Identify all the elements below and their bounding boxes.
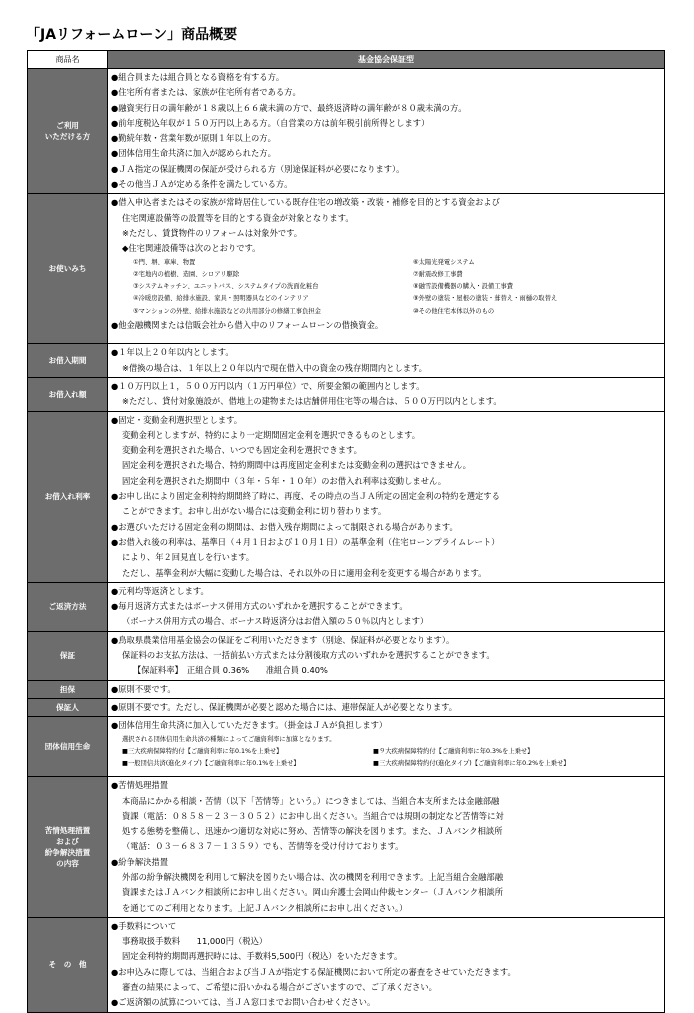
insurance-option: ■一般団信共済(進化タイプ)【ご融資利率に年0.1%を上乗せ】 — [122, 760, 300, 768]
text-line: ●融資実行日の満年齢が１８歳以上６６歳未満の方で、最終返済時の満年齢が８０歳未満の方。 — [111, 102, 467, 113]
text-line: ●住宅所有者または、家族が住宅所有者である方。 — [111, 87, 301, 98]
text-line: 外部の紛争解決機関を利用して解決を図りたい場合は、次の機関を利用できます。上記当組合金融部融 — [122, 871, 503, 882]
label-guarantee: 保証 — [28, 631, 108, 680]
text-line: 変動金利を選択された場合、いつでも固定金利を選択できます。 — [122, 445, 362, 456]
content-amount — [108, 377, 665, 411]
label-insurance: 団体信用生命 — [28, 717, 108, 777]
content-repayment — [108, 582, 665, 631]
content-term — [108, 344, 665, 378]
insurance-option: ■９大疾病保障特約付【ご融資利率に年0.3%を上乗せ】 — [373, 747, 534, 755]
text-line: 住宅関連設備等の設置等を目的とする資金が対象となります。 — [122, 212, 354, 223]
text-line: ●団体信用生命共済に加入が認められた方。 — [111, 148, 276, 159]
table-header-row — [28, 51, 665, 69]
text-line: 保証料のお支払方法は、一括前払い方式または分割後取方式のいずれかを選択することができます。 — [122, 650, 495, 661]
text-line: ●苦情処理措置 — [111, 780, 169, 791]
insurance-option: ■三大疾病保障特約付(進化タイプ)【ご融資利率に年0.2%を上乗せ】 — [373, 760, 570, 768]
text-line: ※ただし、賃貸物件のリフォームは対象外です。 — [122, 227, 303, 238]
header-product-name: 商品名 — [28, 51, 108, 69]
label-collateral: 担保 — [28, 680, 108, 698]
text-line: 固定金利特約期間再選択時には、手数料5,500円（税込）をいただきます。 — [122, 951, 403, 962]
text-line: ●１年以上２０年以内とします。 — [111, 347, 234, 358]
row-complaints — [28, 777, 665, 918]
text-line: 審査の結果によって、ご希望に沿いかねる場合がございますので、ご了承ください。 — [122, 982, 437, 993]
header-guarantee-type: 基金協会保証型 — [108, 51, 665, 69]
list-item: ②宅地内の植樹、造園、シロアリ駆除 — [133, 270, 240, 278]
list-item: ③システムキッチン、ユニットバス、システムタイプの洗面化粧台 — [133, 283, 319, 291]
text-line: ●団体信用生命共済に加入していただきます。（掛金はＪＡが負担します） — [111, 720, 388, 731]
text-line: ●毎月返済方式またはボーナス併用方式のいずれかを選択することができます。 — [111, 601, 408, 612]
page-title: 「JAリフォームローン」商品概要 — [26, 27, 238, 43]
list-item: ⑥太陽光発電システム — [413, 258, 475, 266]
text-line: ただし、基準金利が大幅に変動した場合は、それ以外の日に適用金利を変更する場合があります。 — [122, 567, 487, 578]
row-term — [28, 344, 665, 378]
content-other — [108, 917, 665, 1012]
row-insurance — [28, 717, 665, 777]
text-line: ●１０万円以上１，５００万円以内（１万円単位）で、所要金額の範囲内とします。 — [111, 380, 425, 391]
text-line: ●お借入れ後の利率は、基準日（４月１日および１０月１日）の基準金利（住宅ローンプライムレート） — [111, 536, 500, 547]
text-line: ◆住宅関連設備等は次のとおりです。 — [122, 243, 261, 254]
text-line: を通じてのご利用となります。上記ＪＡバンク相談所にお申し出ください。） — [122, 902, 408, 913]
content-guarantor — [108, 698, 665, 716]
row-guarantee — [28, 631, 665, 680]
content-usage — [108, 194, 665, 344]
text-line: ことができます。お申し出がない場合には変動金利に切り替わります。 — [122, 506, 387, 517]
text-line: ●元利均等返済とします。 — [111, 585, 209, 596]
usage-list-right — [403, 257, 661, 318]
content-insurance — [108, 717, 665, 777]
list-item: ⑦耐震改修工事費 — [413, 270, 463, 278]
label-rate: お借入れ利率 — [28, 411, 108, 582]
content-complaints — [108, 777, 665, 918]
row-rate — [28, 411, 665, 582]
text-line: ●お申込みに際しては、当組合および当ＪＡが指定する保証機関において所定の審査をさせていただきます。 — [111, 966, 516, 977]
text-line: ●勤続年数・営業年数が原則１年以上の方。 — [111, 133, 276, 144]
usage-list-left — [111, 257, 403, 318]
label-repayment: ご返済方法 — [28, 582, 108, 631]
row-amount — [28, 377, 665, 411]
text-line: （ボーナス併用方式の場合、ボーナス時返済分はお借入額の５０％以内とします） — [122, 616, 429, 627]
label-term: お借入期間 — [28, 344, 108, 378]
row-other — [28, 917, 665, 1012]
content-collateral — [108, 680, 665, 698]
label-complaints: 苦情処理措置 および 紛争解決措置 の内容 — [28, 777, 108, 918]
list-item: ①門、塀、車庫、物置 — [133, 258, 196, 266]
list-item: ⑩その他住宅本体以外のもの — [413, 307, 495, 315]
text-line: ※ただし、貸付対象施設が、借地上の建物または店舗併用住宅等の場合は、５００万円以内とします。 — [122, 396, 502, 407]
insurance-option: ■三大疾病保障特約付【ご融資利率に年0.1%を上乗せ】 — [122, 747, 283, 755]
text-line: ●前年度税込年収が１５０万円以上ある方。（自営業の方は前年税引前所得とします） — [111, 117, 430, 128]
row-usage — [28, 194, 665, 344]
row-eligibility — [28, 69, 665, 194]
list-item: ④冷暖房設備、給排水施設、家具・照明器具などのインテリア — [133, 295, 309, 303]
row-repayment — [28, 582, 665, 631]
text-line: ●ご返済額の試算については、当ＪＡ窓口までお問い合わせください。 — [111, 997, 376, 1008]
text-line: ●原則不要です。 — [111, 683, 176, 694]
list-item: ⑤マンションの外壁、給排水施設などの共用部分の修繕工事負担金 — [133, 307, 321, 315]
text-line: 資課（電話：０８５８－２３－３０５２）にお申し出ください。当組合では規則の制定など苦情等に対 — [122, 810, 504, 821]
content-rate — [108, 411, 665, 582]
text-line: （電話：０３－６８３７－１３５９）でも、苦情等を受け付けております。 — [122, 841, 404, 852]
label-eligibility: ご利用 いただける方 — [28, 69, 108, 194]
text-line: ●借入申込者またはその家族が常時居住している既存住宅の増改築・改装・補修を目的とする資金および — [111, 197, 500, 208]
product-summary-table — [27, 50, 665, 1013]
text-line: ※借換の場合は、１年以上２０年以内で現在借入中の資金の残存期間内とします。 — [122, 362, 427, 373]
text-line: ●ＪＡ指定の保証機関の保証が受けられる方（別途保証料が必要になります）。 — [111, 163, 405, 174]
insurance-options — [111, 746, 661, 771]
list-item: ⑧融雪設備機器の購入・設備工事費 — [413, 283, 514, 291]
content-guarantee — [108, 631, 665, 680]
list-item: ⑨外壁の塗装・屋根の塗装・葺替え・雨樋の取替え — [413, 295, 558, 303]
row-guarantor — [28, 698, 665, 716]
guarantee-rate-line: 【保証料率】 正組合員 0.36% 准組合員 0.40% — [133, 665, 328, 676]
text-line: ●お選びいただける固定金利の期間は、お借入残存期間によって制限される場合があります。 — [111, 521, 458, 532]
label-guarantor: 保証人 — [28, 698, 108, 716]
text-line: 固定金利を選択された期間中（３年・５年・１０年）のお借入れ利率は変動しません。 — [122, 475, 447, 486]
label-other: そ の 他 — [28, 917, 108, 1012]
text-line: 本商品にかかる相談・苦情（以下「苦情等」という。）につきましては、当組合本支所または金融部融 — [122, 795, 500, 806]
content-eligibility — [108, 69, 665, 194]
text-line: ●他金融機関または信販会社から借入中のリフォームローンの借換資金。 — [111, 320, 384, 331]
text-line: ●原則不要です。ただし、保証機関が必要と認めた場合には、連帯保証人が必要となります。 — [111, 701, 458, 712]
usage-equipment-list — [111, 257, 661, 318]
text-line: ●鳥取県農業信用基金協会の保証をご利用いただきます（別途、保証料が必要となります）。 — [111, 634, 455, 645]
text-line: 処する態勢を整備し、迅速かつ適切な対応に努め、苦情等の解決を図ります。また、ＪＡバンク相談所 — [122, 826, 503, 837]
text-line: ●その他当ＪＡが定める条件を満たしている方。 — [111, 179, 293, 190]
text-line: 固定金利を選択された場合、特約期間中は再度固定金利または変動金利の選択はできません。 — [122, 460, 471, 471]
text-line: 変動金利としますが、特約により一定期間固定金利を選択できるものとします。 — [122, 429, 421, 440]
text-line: ●固定・変動金利選択型とします。 — [111, 414, 243, 425]
text-line: ●組合員または組合員となる資格を有する方。 — [111, 72, 285, 82]
text-line: により、年２回見直しを行います。 — [122, 552, 255, 563]
label-amount: お借入れ額 — [28, 377, 108, 411]
row-collateral — [28, 680, 665, 698]
insurance-note: 選択される団体信用生命共済の種類によってご融資利率に加算となります。 — [122, 735, 336, 743]
text-line: 事務取扱手数料 11,000円（税込） — [122, 936, 268, 947]
text-line: ●紛争解決措置 — [111, 856, 169, 867]
label-usage: お使いみち — [28, 194, 108, 344]
text-line: ●手数料について — [111, 920, 177, 931]
text-line: ●お申し出により固定金利特約期間終了時に、再度、その時点の当ＪＡ所定の固定金利の特約を選定する — [111, 491, 500, 502]
text-line: 資課またはＪＡバンク相談所にお申し出ください。岡山弁護士会岡山仲裁センター（ＪＡバンク相談所 — [122, 887, 503, 898]
